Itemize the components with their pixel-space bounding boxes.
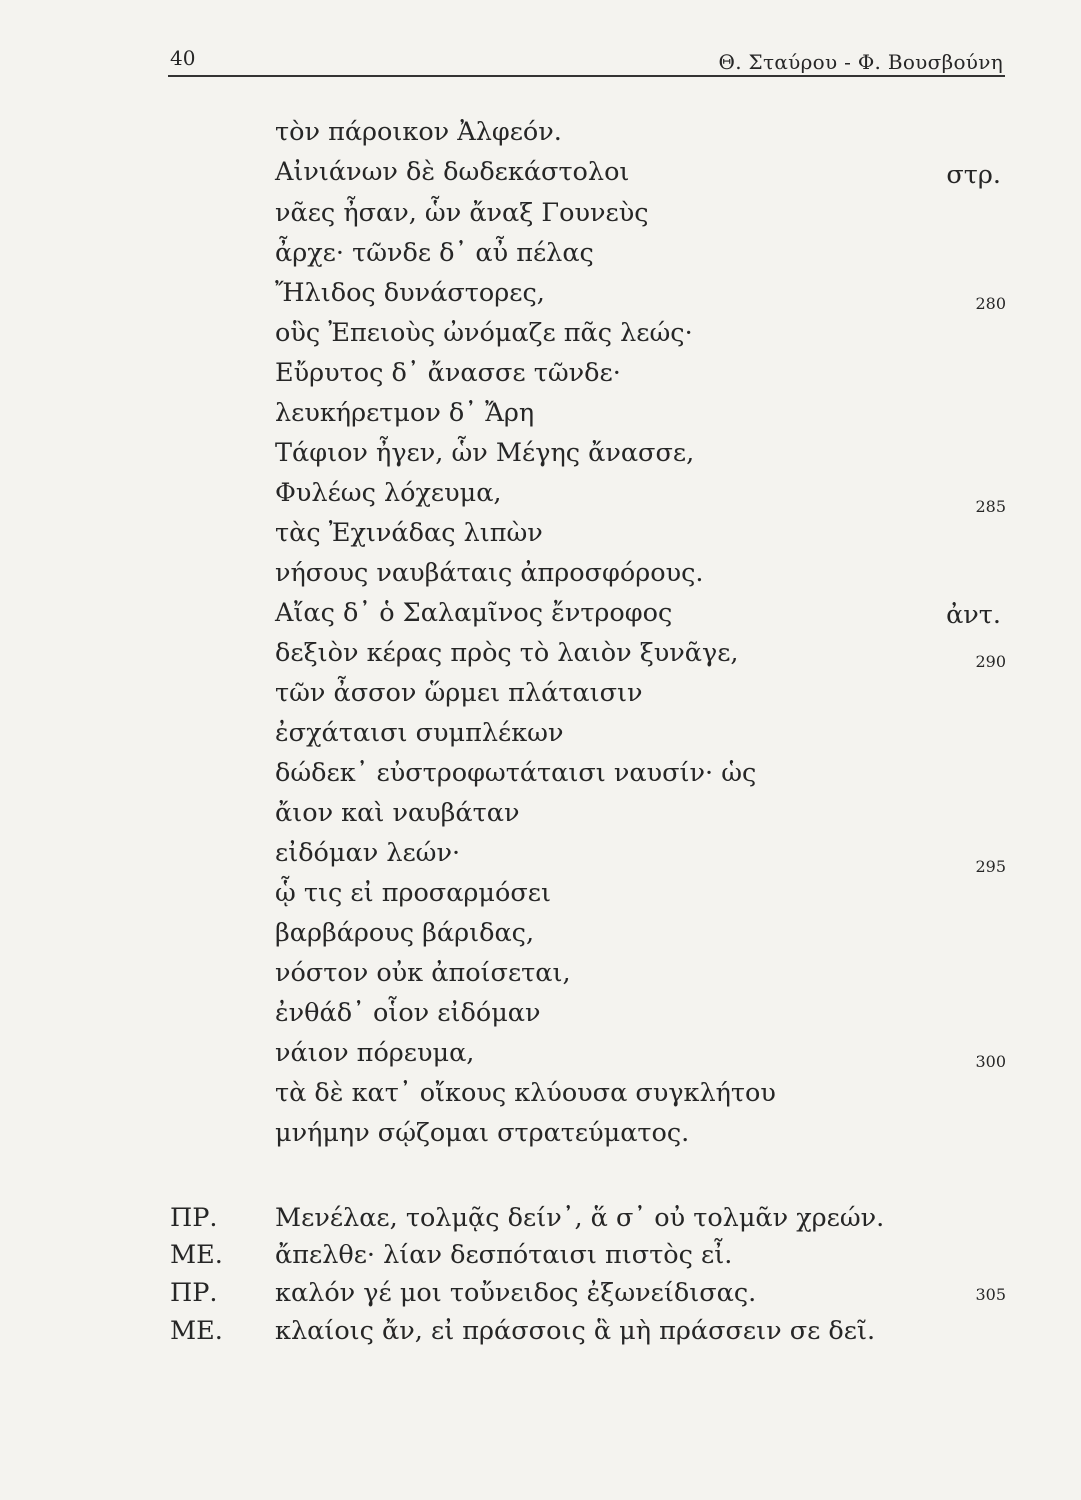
verse-line: λευκήρετμον δ᾽ Ἄρη (275, 398, 535, 428)
verse-line: τὰ δὲ κατ᾽ οἴκους κλύουσα συγκλήτου (275, 1078, 776, 1108)
running-head: Θ. Σταύρου - Φ. Βουσβούνη (718, 50, 1003, 74)
verse-line: ἆρχε· τῶνδε δ᾽ αὖ πέλας (275, 238, 594, 268)
line-number-280: 280 (975, 294, 1006, 313)
verse-line: νάιον πόρευμα, (275, 1038, 475, 1068)
line-number-300: 300 (975, 1052, 1006, 1071)
verse-line: οὓς Ἐπειοὺς ὠνόμαζε πᾶς λεώς· (275, 318, 693, 348)
verse-line: νᾶες ἦσαν, ὧν ἄναξ Γουνεὺς (275, 198, 649, 228)
speaker-label: ΠΡ. (170, 1203, 218, 1233)
verse-line: Φυλέως λόχευμα, (275, 478, 502, 508)
dialogue-line: Μενέλαε, τολμᾷς δείν᾽, ἅ σ᾽ οὐ τολμᾶν χρεών. (275, 1203, 885, 1233)
verse-line: βαρβάρους βάριδας, (275, 918, 535, 948)
speaker-label: ΜΕ. (170, 1240, 223, 1270)
verse-line: Εὔρυτος δ᾽ ἄνασσε τῶνδε· (275, 358, 621, 388)
page-number: 40 (170, 46, 196, 70)
verse-line: τῶν ἆσσον ὥρμει πλάταισιν (275, 678, 643, 708)
verse-line: νόστον οὐκ ἀποίσεται, (275, 958, 571, 988)
verse-line: νήσους ναυβάταις ἀπροσφόρους. (275, 558, 704, 588)
verse-line: Αἴας δ᾽ ὁ Σαλαμῖνος ἔντροφος (275, 598, 673, 628)
line-number-295: 295 (975, 857, 1006, 876)
verse-line: ᾧ τις εἰ προσαρμόσει (275, 878, 551, 908)
dialogue-line: καλόν γέ μοι τοὔνειδος ἐξωνείδισας. (275, 1278, 757, 1308)
dialogue-line: κλαίοις ἄν, εἰ πράσσοις ἃ μὴ πράσσειν σε δεῖ. (275, 1316, 876, 1346)
verse-line: τὰς Ἐχινάδας λιπὼν (275, 518, 543, 548)
verse-line: ἄιον καὶ ναυβάταν (275, 798, 520, 828)
dialogue-line: ἄπελθε· λίαν δεσπόταισι πιστὸς εἶ. (275, 1240, 733, 1270)
verse-line: Ἤλιδος δυνάστορες, (275, 278, 545, 308)
verse-line: εἰδόμαν λεών· (275, 838, 461, 868)
verse-line: δεξιὸν κέρας πρὸς τὸ λαιὸν ξυνᾶγε, (275, 638, 739, 668)
strophe-marker: στρ. (946, 160, 1001, 190)
line-number-285: 285 (975, 497, 1006, 516)
verse-line: τὸν πάροικον Ἀλφεόν. (275, 117, 562, 147)
line-number-290: 290 (975, 652, 1006, 671)
speaker-label: ΜΕ. (170, 1316, 223, 1346)
verse-line: Αἰνιάνων δὲ δωδεκάστολοι (275, 157, 630, 187)
speaker-label: ΠΡ. (170, 1278, 218, 1308)
verse-line: Τάφιον ἦγεν, ὧν Μέγης ἄνασσε, (275, 438, 695, 468)
header-rule (168, 75, 1005, 77)
antistrophe-marker: ἀντ. (946, 600, 1001, 630)
line-number-305: 305 (975, 1285, 1006, 1304)
verse-line: ἐσχάταισι συμπλέκων (275, 718, 564, 748)
verse-line: δώδεκ᾽ εὐστροφωτάταισι ναυσίν· ὡς (275, 758, 757, 788)
verse-line: ἐνθάδ᾽ οἷον εἰδόμαν (275, 998, 541, 1028)
verse-line: μνήμην σῴζομαι στρατεύματος. (275, 1118, 690, 1148)
